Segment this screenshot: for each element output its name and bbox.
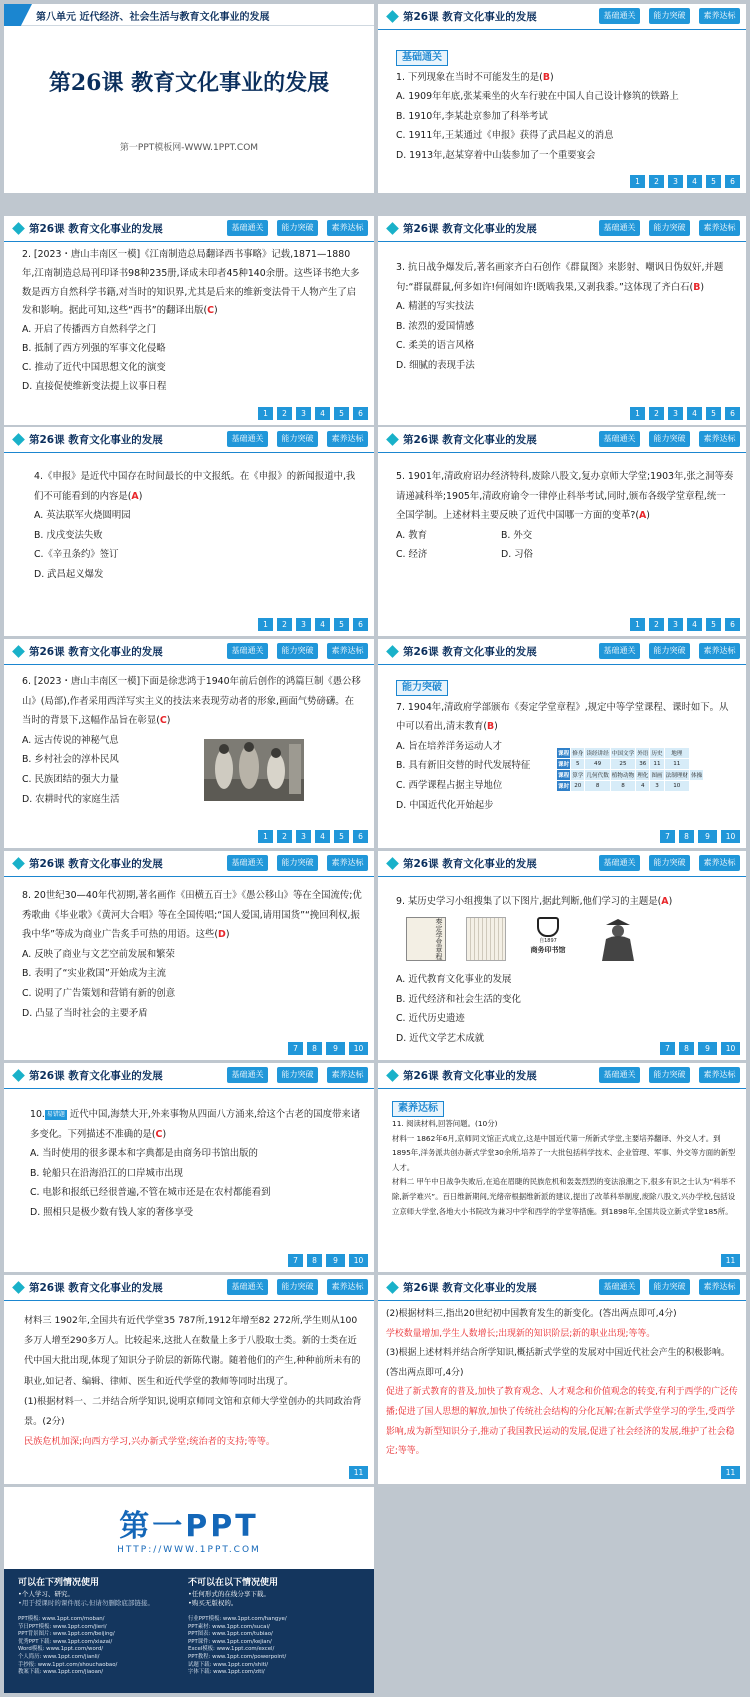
lesson-title: 第26课 教育文化事业的发展 <box>403 1070 537 1082</box>
page-link[interactable]: 3 <box>668 618 683 631</box>
page-link[interactable]: 8 <box>679 1042 694 1055</box>
page-link[interactable]: 8 <box>307 1254 322 1267</box>
answer: A <box>661 896 669 907</box>
slide-q5 <box>378 427 746 636</box>
page-link[interactable]: 3 <box>296 618 311 631</box>
diamond-icon <box>12 433 25 446</box>
question-intro: 11. 阅读材料,回答问题。(10分) <box>392 1119 498 1128</box>
option-a: A. 精湛的写实技法 <box>396 301 474 313</box>
painting-image <box>204 739 304 801</box>
footer-link[interactable]: 行业PPT模板: www.1ppt.com/hangye/ <box>188 1616 287 1622</box>
page-link[interactable]: 1 <box>630 175 645 188</box>
page-link[interactable]: 6 <box>353 407 368 420</box>
tab-basic[interactable]: 基础通关 <box>227 643 268 659</box>
tab-basic[interactable]: 基础通关 <box>227 1067 268 1083</box>
slide-header <box>4 851 374 877</box>
page-link[interactable]: 5 <box>334 830 349 843</box>
lesson-title: 第26课 教育文化事业的发展 <box>403 223 537 235</box>
diamond-icon <box>12 857 25 870</box>
book-icon <box>537 917 559 937</box>
tab-basic[interactable]: 基础通关 <box>227 220 268 236</box>
page-link[interactable]: 4 <box>687 407 702 420</box>
tab-ability[interactable]: 能力突破 <box>277 643 318 659</box>
diamond-icon <box>386 1281 399 1294</box>
page-link[interactable]: 4 <box>315 618 330 631</box>
slide-header <box>378 427 746 453</box>
page-link[interactable]: 2 <box>649 407 664 420</box>
tab-literacy[interactable]: 素养达标 <box>699 1067 740 1083</box>
option-b: B. 乡村社会的淳朴民风 <box>22 754 119 766</box>
page-link[interactable]: 7 <box>288 1254 303 1267</box>
page-link[interactable]: 10 <box>349 1254 368 1267</box>
material-three: 材料三 1902年,全国共有近代学堂35 787所,1912年增至82 272所,学生则从100多万人增至290多万人。比较起来,这批人在数量上多于八股取士类。新的士类在近代中国大批出现,体现了知识分子阶层的新陈代谢。随着他们的产生,种种前所未有的职业,如记者、编辑、律师、医生和近代学堂的教师等同时出现了。 <box>24 1315 361 1387</box>
footer-link[interactable]: PPT模板: www.1ppt.com/moban/ <box>18 1616 105 1622</box>
option-b: B. 轮船只在沿海沿江的口岸城市出现 <box>30 1167 184 1179</box>
option-b: B. 外交 <box>501 529 533 541</box>
page-link[interactable]: 9 <box>326 1254 345 1267</box>
option-c: C. 近代历史遗迹 <box>396 1013 465 1025</box>
tab-literacy[interactable]: 素养达标 <box>327 220 368 236</box>
option-c: C. 经济 <box>396 549 428 561</box>
lesson-title: 第26课 教育文化事业的发展 <box>29 858 163 870</box>
page-link[interactable]: 2 <box>649 175 664 188</box>
page-link[interactable]: 6 <box>353 830 368 843</box>
section-label: 能力突破 <box>396 680 448 696</box>
slide-q11-part1 <box>4 1275 374 1484</box>
page-link[interactable]: 6 <box>725 175 740 188</box>
option-b: B. 1910年,李某赴京参加了科举考试 <box>396 110 548 122</box>
footer-logo-area <box>4 1487 374 1569</box>
question-stem: 10. 易错题 近代中国,海禁大开,外来事物从四面八方涌来,给这个古老的国度带来诸多变化。下列描述不准确的是(C) <box>30 1109 361 1140</box>
option-a: A. 反映了商业与文艺空前发展和繁荣 <box>22 948 175 960</box>
tab-basic[interactable]: 基础通关 <box>599 1279 640 1295</box>
cover-slide <box>4 4 374 193</box>
tab-literacy[interactable]: 素养达标 <box>327 643 368 659</box>
footer-link[interactable]: 手抄报: www.1ppt.com/shouchaobao/ <box>18 1661 118 1668</box>
option-b: B. 表明了“实业救国”开始成为主流 <box>22 968 166 980</box>
tab-ability[interactable]: 能力突破 <box>277 1279 318 1295</box>
page-link[interactable]: 6 <box>725 618 740 631</box>
answer: B <box>487 721 495 733</box>
option-c: C. 推动了近代中国思想文化的演变 <box>22 361 166 373</box>
tab-literacy[interactable]: 素养达标 <box>699 8 740 24</box>
option-d: D. 中国近代化开始起步 <box>396 799 494 811</box>
page-link[interactable]: 1 <box>258 407 273 420</box>
footer-link[interactable]: PPT课件: www.1ppt.com/kejian/ <box>188 1638 272 1645</box>
answer-3: 促进了新式教育的普及,加快了教育观念、人才观念和价值观念的转变,有利于西学的广泛传播;促进了国人思想的解放,加快了传统社会结构的分化瓦解;在新式学堂学习的学生,受西学影响,成为新型知识分子,推动了我国教民运动的发展,促进了社会经济的发展,维护了社会稳定;等等。 <box>386 1387 738 1457</box>
tab-ability[interactable]: 能力突破 <box>277 431 318 447</box>
error-prone-badge: 易错题 <box>46 1110 65 1118</box>
page-link[interactable]: 10 <box>349 1042 368 1055</box>
lesson-title: 第26课 教育文化事业的发展 <box>29 223 163 235</box>
page-link[interactable]: 1 <box>258 618 273 631</box>
option-c: C.《辛丑条约》签订 <box>34 549 119 561</box>
option-d: D. 武昌起义爆发 <box>34 568 104 580</box>
page-link[interactable]: 1 <box>630 618 645 631</box>
cover-top-bar <box>4 4 374 26</box>
slide-header <box>378 4 746 30</box>
page-link[interactable]: 5 <box>334 618 349 631</box>
option-d: D. 近代文学艺术成就 <box>396 1032 485 1044</box>
slide-q11-materials <box>378 1063 746 1272</box>
question-stem: 5. 1901年,清政府诏办经济特科,废除八股文,复办京师大学堂;1903年,张之洞等奏请递减科举;1905年,清政府谕令一律停止科举考试,同时,颁布各级学堂章程,统一全国学制。上述材料主要反映了近代中国哪一方面的变革?(A) <box>396 471 734 522</box>
footer-link[interactable]: Word模板: www.1ppt.com/word/ <box>18 1646 104 1653</box>
option-a: A. 旨在培养洋务运动人才 <box>396 740 502 752</box>
diamond-icon <box>386 10 399 23</box>
sub-question-1: (1)根据材料一、二并结合所学知识,说明京师同文馆和京师大学堂创办的共同政治背景。(2分) <box>24 1395 362 1428</box>
question-stem: 9. 某历史学习小组搜集了以下图片,据此判断,他们学习的主题是(A) <box>396 896 673 907</box>
footer-link[interactable]: 个人简历: www.1ppt.com/jianli/ <box>18 1653 100 1660</box>
option-a: A. 英法联军火烧圆明园 <box>34 510 131 522</box>
footer-info: 可以在下列情况使用 •个人学习、研究。 •用于授课时的课件展示,但请勿删除底部链接。 不可以在以下情况使用 •任何形式的在线分享下载。 •购买无版权的。 PPT模板: www.1ppt.com/moban/ 节日PPT模板: www.1ppt.com/jieri/ PPT背景图片: www.1ppt.com/beijing/ 优秀PPT下载: www.1ppt.com/xiazai/ Word模板: www.1ppt.com/word/ 个人简历: www.1ppt.com/jianli/ 手抄报: www.1ppt.com/shouchaobao/ 教案下载: www.1ppt.com/jiaoan/ 行业PPT模板: www.1ppt.com/hangye/ PPT素材: www.1ppt.com/sucai/ PPT图表: www.1ppt.com/tubiao/ PPT课件: www.1ppt.com/kejian/ Excel模板: www.1ppt.com/excel/ PPT教程: www.1ppt.com/powerpoint/ 试题下载: www.1ppt.com/shiti/ 字体下载: www.1ppt.com/ziti/ <box>4 1569 374 1693</box>
material-one: 材料一 1862年6月,京师同文馆正式成立,这是中国近代第一所新式学堂,主要培养翻译、外交人才。到1895年,洋务派共创办新式学堂30余所,培养了一大批包括科学技术、企业管理、军事、外交等方面的新型人才。 <box>392 1133 736 1172</box>
page-link[interactable]: 10 <box>721 1042 740 1055</box>
slide-q10 <box>4 1063 374 1272</box>
page-link[interactable]: 7 <box>288 1042 303 1055</box>
footer-link[interactable]: 优秀PPT下载: www.1ppt.com/xiazai/ <box>18 1638 113 1645</box>
page-link[interactable]: 4 <box>315 407 330 420</box>
page-link[interactable]: 2 <box>277 407 292 420</box>
press-logo-image: 自1897 商务印书馆 <box>518 917 578 961</box>
pagination <box>721 1466 740 1479</box>
footer-link[interactable]: PPT教程: www.1ppt.com/powerpoint/ <box>188 1653 287 1660</box>
pagination <box>288 1254 368 1267</box>
option-a: A. 1909年年底,张某乘坐的火车行驶在中国人自己设计修筑的铁路上 <box>396 91 679 103</box>
answer-2: 学校数量增加,学生人数增长;出现新的知识阶层;新的职业出现;等等。 <box>386 1328 656 1339</box>
answer: D <box>218 929 226 941</box>
lesson-title: 第26课 教育文化事业的发展 <box>29 1282 163 1294</box>
tab-basic[interactable]: 基础通关 <box>227 1279 268 1295</box>
page-link[interactable]: 11 <box>721 1254 740 1267</box>
option-d: D. 习俗 <box>501 549 533 561</box>
answer: C <box>207 305 214 317</box>
page-link[interactable]: 5 <box>706 175 721 188</box>
page-link[interactable]: 7 <box>660 830 675 843</box>
slide-q8 <box>4 851 374 1060</box>
lesson-title: 第26课 教育文化事业的发展 <box>403 858 537 870</box>
tab-basic[interactable]: 基础通关 <box>599 1067 640 1083</box>
page-link[interactable]: 8 <box>307 1042 322 1055</box>
lesson-title: 第26课 教育文化事业的发展 <box>403 434 537 446</box>
tab-ability[interactable]: 能力突破 <box>277 220 318 236</box>
tab-ability[interactable]: 能力突破 <box>649 1067 690 1083</box>
question-stem: 4.《申报》是近代中国存在时间最长的中文报纸。在《申报》的新闻报道中,我们不可能看到的内容是(A) <box>34 471 356 502</box>
question-stem: 8. 20世纪30—40年代初期,著名画作《田横五百士》《愚公移山》等在全国流传;优秀歌曲《毕业歌》《黄河大合唱》等在全国传唱;“国人爱国,请用国货”“挽回利权,振我中华”等成为商业广告炙手可热的用语。这些(D) <box>22 890 362 941</box>
page-link[interactable]: 11 <box>349 1466 368 1479</box>
answer: A <box>131 490 139 502</box>
lesson-title: 第26课 教育文化事业的发展 <box>29 1070 163 1082</box>
slide-q4 <box>4 427 374 636</box>
cover-subtitle: 第一PPT模板网-WWW.1PPT.COM <box>119 143 259 153</box>
page-link[interactable]: 3 <box>668 175 683 188</box>
page-link[interactable]: 3 <box>668 407 683 420</box>
answer: A <box>639 510 647 522</box>
slide-header <box>378 1275 746 1301</box>
footer-url[interactable]: HTTP://WWW.1PPT.COM <box>117 1545 261 1555</box>
option-c: C. 西学课程占据主导地位 <box>396 779 503 791</box>
lesson-title: 第26课 教育文化事业的发展 <box>403 1282 537 1294</box>
footer-link[interactable]: PPT图表: www.1ppt.com/tubiao/ <box>188 1631 273 1638</box>
slide-q2 <box>4 216 374 425</box>
page-link[interactable]: 2 <box>649 618 664 631</box>
lesson-title: 第26课 教育文化事业的发展 <box>403 11 537 23</box>
page-link[interactable]: 2 <box>277 618 292 631</box>
slide-q11-part2 <box>378 1275 746 1484</box>
slide-header <box>4 1063 374 1089</box>
slide-q3 <box>378 216 746 425</box>
option-d: D. 直接促使维新变法提上议事日程 <box>22 380 167 392</box>
footer-link[interactable]: Excel模板: www.1ppt.com/excel/ <box>188 1646 275 1653</box>
option-d: D. 1913年,赵某穿着中山装参加了一个重要宴会 <box>396 149 596 161</box>
option-a: A. 开启了传播西方自然科学之门 <box>22 324 157 336</box>
answer: C <box>159 715 167 727</box>
lesson-title: 第26课 教育文化事业的发展 <box>29 434 163 446</box>
pagination <box>258 407 368 420</box>
footer-link[interactable]: PPT素材: www.1ppt.com/sucai/ <box>188 1623 270 1630</box>
charter-book-image: 奏定学堂章程 <box>406 917 446 961</box>
page-link[interactable]: 5 <box>334 407 349 420</box>
question-stem: 3. 抗日战争爆发后,著名画家齐白石创作《群鼠图》来影射、嘲讽日伪奴奸,并题句:“群鼠群鼠,何多如许!何闹如许!既啮我果,又剥我黍。”这体现了齐白石(B) <box>396 262 724 293</box>
option-b: B. 浓烈的爱国情感 <box>396 320 475 332</box>
pagination <box>630 407 740 420</box>
sub-question-2: (2)根据材料三,指出20世纪初中国教育发生的新变化。(答出两点即可,4分) <box>386 1309 677 1319</box>
pagination <box>660 1042 740 1055</box>
cover-title: 第26课 教育文化事业的发展 <box>48 70 330 96</box>
page-link[interactable]: 5 <box>706 407 721 420</box>
footer-link[interactable]: 试题下载: www.1ppt.com/shiti/ <box>188 1661 269 1668</box>
page-link[interactable]: 4 <box>687 175 702 188</box>
page-link[interactable]: 2 <box>277 830 292 843</box>
page-link[interactable]: 9 <box>698 1042 717 1055</box>
tab-literacy[interactable]: 素养达标 <box>327 1279 368 1295</box>
diamond-icon <box>12 1069 25 1082</box>
page-link[interactable]: 6 <box>353 618 368 631</box>
option-c: C. 电影和报纸已经很普遍,不管在城市还是在农村都能看到 <box>30 1187 271 1199</box>
tab-ability[interactable]: 能力突破 <box>277 1067 318 1083</box>
footer-slide <box>4 1487 374 1693</box>
question-stem: 1. 下列现象在当时不可能发生的是(B) <box>396 71 554 83</box>
slide-q7 <box>378 639 746 848</box>
page-link[interactable]: 3 <box>296 407 311 420</box>
pagination <box>721 1254 740 1267</box>
tab-basic[interactable]: 基础通关 <box>599 431 640 447</box>
diamond-icon <box>12 1281 25 1294</box>
statue-image <box>600 917 636 961</box>
tab-literacy[interactable]: 素养达标 <box>699 220 740 236</box>
pagination <box>630 175 740 188</box>
page-link[interactable]: 5 <box>706 618 721 631</box>
footer-link[interactable]: 教案下载: www.1ppt.com/jiaoan/ <box>18 1669 104 1676</box>
tab-literacy[interactable]: 素养达标 <box>327 431 368 447</box>
pagination <box>660 830 740 843</box>
tab-literacy[interactable]: 素养达标 <box>327 855 368 871</box>
page-link[interactable]: 11 <box>721 1466 740 1479</box>
slide-header <box>378 639 746 665</box>
option-a: A. 当时使用的很多课本和字典都是由商务印书馆出版的 <box>30 1148 258 1160</box>
tab-basic[interactable]: 基础通关 <box>599 643 640 659</box>
pagination <box>258 618 368 631</box>
slide-header <box>378 216 746 242</box>
tab-ability[interactable]: 能力突破 <box>649 8 690 24</box>
option-b: B. 抵制了西方列强的军事文化侵略 <box>22 342 166 354</box>
option-d: D. 细腻的表现手法 <box>396 359 475 371</box>
slide-q1 <box>378 4 746 193</box>
option-a: A. 近代教育文化事业的发展 <box>396 974 512 985</box>
option-c: C. 柔美的语言风格 <box>396 340 475 352</box>
material-two: 材料二 甲午中日战争失败后,在追在眉睫的民族危机和轰轰烈烈的变法浪潮之下,很多有识之士认为“科举不除,新学难兴”。百日维新期间,光绪帝根据维新派的建议,提出了改革科举制度,废除八股文,兴办学校,包括设立京师大学堂,各地大小书院改为兼习中学和西学的学堂等措施。到1898年,全国共设立新式学堂185所。 <box>392 1177 736 1216</box>
answer-1: 民族危机加深;向西方学习,兴办新式学堂;统治者的支持;等等。 <box>24 1436 276 1448</box>
slide-header <box>4 216 374 242</box>
tab-ability[interactable]: 能力突破 <box>649 643 690 659</box>
page-link[interactable]: 8 <box>679 830 694 843</box>
page-link[interactable]: 1 <box>258 830 273 843</box>
option-c: C. 民族团结的强大力量 <box>22 773 119 785</box>
page-link[interactable]: 9 <box>326 1042 345 1055</box>
tab-basic[interactable]: 基础通关 <box>227 431 268 447</box>
cover-corner-shape <box>4 4 32 26</box>
footer-logo: 第一PPT <box>119 1509 259 1544</box>
tab-ability[interactable]: 能力突破 <box>649 431 690 447</box>
tab-literacy[interactable]: 素养达标 <box>699 855 740 871</box>
cover-unit: 第八单元 近代经济、社会生活与教育文化事业的发展 <box>36 12 270 23</box>
curriculum-table: 课程 修身 读经讲经 中国文学 外语 历史 地理 课时 5 49 25 36 11 11 课程 算学 几何代数 植物动物 理化 图画 法制理财 体操 课时 20 8 8 4 3 10 <box>556 747 704 792</box>
option-b: B. 近代经济和社会生活的变化 <box>396 993 521 1005</box>
lesson-title: 第26课 教育文化事业的发展 <box>29 646 163 658</box>
tab-ability[interactable]: 能力突破 <box>649 1279 690 1295</box>
tab-literacy[interactable]: 素养达标 <box>699 643 740 659</box>
option-d: D. 照相只是极少数有钱人家的奢侈享受 <box>30 1206 194 1218</box>
slide-header <box>4 427 374 453</box>
option-b: B. 戊戌变法失败 <box>34 529 103 541</box>
diamond-icon <box>386 433 399 446</box>
tab-basic[interactable]: 基础通关 <box>227 855 268 871</box>
tab-basic[interactable]: 基础通关 <box>599 855 640 871</box>
question-stem: 7. 1904年,清政府学部颁布《奏定学堂章程》,规定中等学堂课程、课时如下。从中可以看出,清末教育(B) <box>396 701 729 733</box>
answer: B <box>693 281 701 293</box>
pagination <box>288 1042 368 1055</box>
slide-q9 <box>378 851 746 1060</box>
tab-literacy[interactable]: 素养达标 <box>699 431 740 447</box>
section-label: 素养达标 <box>392 1101 444 1117</box>
section-label: 基础通关 <box>396 50 448 66</box>
pagination <box>630 618 740 631</box>
answer: B <box>542 71 550 83</box>
page-link[interactable]: 4 <box>315 830 330 843</box>
page-link[interactable]: 10 <box>721 830 740 843</box>
footer-link[interactable]: 字体下载: www.1ppt.com/ziti/ <box>188 1669 265 1676</box>
option-d: D. 农耕时代的家庭生活 <box>22 793 120 805</box>
slide-header <box>378 1063 746 1089</box>
option-c: C. 1911年,王某通过《申报》获得了武昌起义的消息 <box>396 130 614 142</box>
option-d: D. 凸显了当时社会的主要矛盾 <box>22 1007 148 1019</box>
diamond-icon <box>386 1069 399 1082</box>
page-link[interactable]: 1 <box>630 407 645 420</box>
tab-ability[interactable]: 能力突破 <box>649 855 690 871</box>
option-b: B. 具有新旧交替的时代发展特征 <box>396 760 531 772</box>
tab-literacy[interactable]: 素养达标 <box>327 1067 368 1083</box>
page-link[interactable]: 6 <box>725 407 740 420</box>
diamond-icon <box>386 222 399 235</box>
lesson-title: 第26课 教育文化事业的发展 <box>403 646 537 658</box>
diamond-icon <box>386 857 399 870</box>
page-link[interactable]: 4 <box>687 618 702 631</box>
footer-link[interactable]: 节日PPT模板: www.1ppt.com/jieri/ <box>18 1623 107 1630</box>
slide-q6 <box>4 639 374 848</box>
tab-ability[interactable]: 能力突破 <box>649 220 690 236</box>
textbook-image <box>466 917 506 961</box>
tab-basic[interactable]: 基础通关 <box>599 220 640 236</box>
page-link[interactable]: 3 <box>296 830 311 843</box>
diamond-icon <box>12 645 25 658</box>
option-a: A. 教育 <box>396 529 427 541</box>
tab-ability[interactable]: 能力突破 <box>277 855 318 871</box>
question-stem: 2. [2023・唐山丰南区一模]《江南制造总局翻译西书事略》记载,1871—1880年,江南制造总局刊印译书98种235册,译成未印者45种140余册。这些译书绝大多数是西方自然科学书籍,对当时的知识界,尤其是后来的维新变法骨干人物产生了启发和影响。据此可知,这些“西书”的翻译出版(C) <box>22 249 360 317</box>
page-link[interactable]: 9 <box>698 830 717 843</box>
sub-question-3: (3)根据上述材料并结合所学知识,概括新式学堂的发展对中国近代社会产生的积极影响。(答出两点即可,4分) <box>386 1348 730 1378</box>
option-c: C. 说明了广告策划和营销有新的创意 <box>22 987 176 999</box>
pagination <box>258 830 368 843</box>
page-link[interactable]: 7 <box>660 1042 675 1055</box>
tab-basic[interactable]: 基础通关 <box>599 8 640 24</box>
diamond-icon <box>12 222 25 235</box>
option-a: A. 远古传说的神秘气息 <box>22 734 119 746</box>
slide-header <box>378 851 746 877</box>
tab-literacy[interactable]: 素养达标 <box>699 1279 740 1295</box>
answer: C <box>155 1128 163 1140</box>
diamond-icon <box>386 645 399 658</box>
slide-header <box>4 1275 374 1301</box>
footer-link[interactable]: PPT背景图片: www.1ppt.com/beijing/ <box>18 1631 115 1638</box>
question-stem: 6. [2023・唐山丰南区一模]下面是徐悲鸿于1940年前后创作的鸿篇巨制《愚公移山》(局部),作者采用西洋写实主义的技法来表现劳动者的形象,画面气势磅礴。在当时的背景下,这幅作品旨在彰显(C) <box>22 676 361 727</box>
pagination <box>349 1466 368 1479</box>
slide-header <box>4 639 374 665</box>
